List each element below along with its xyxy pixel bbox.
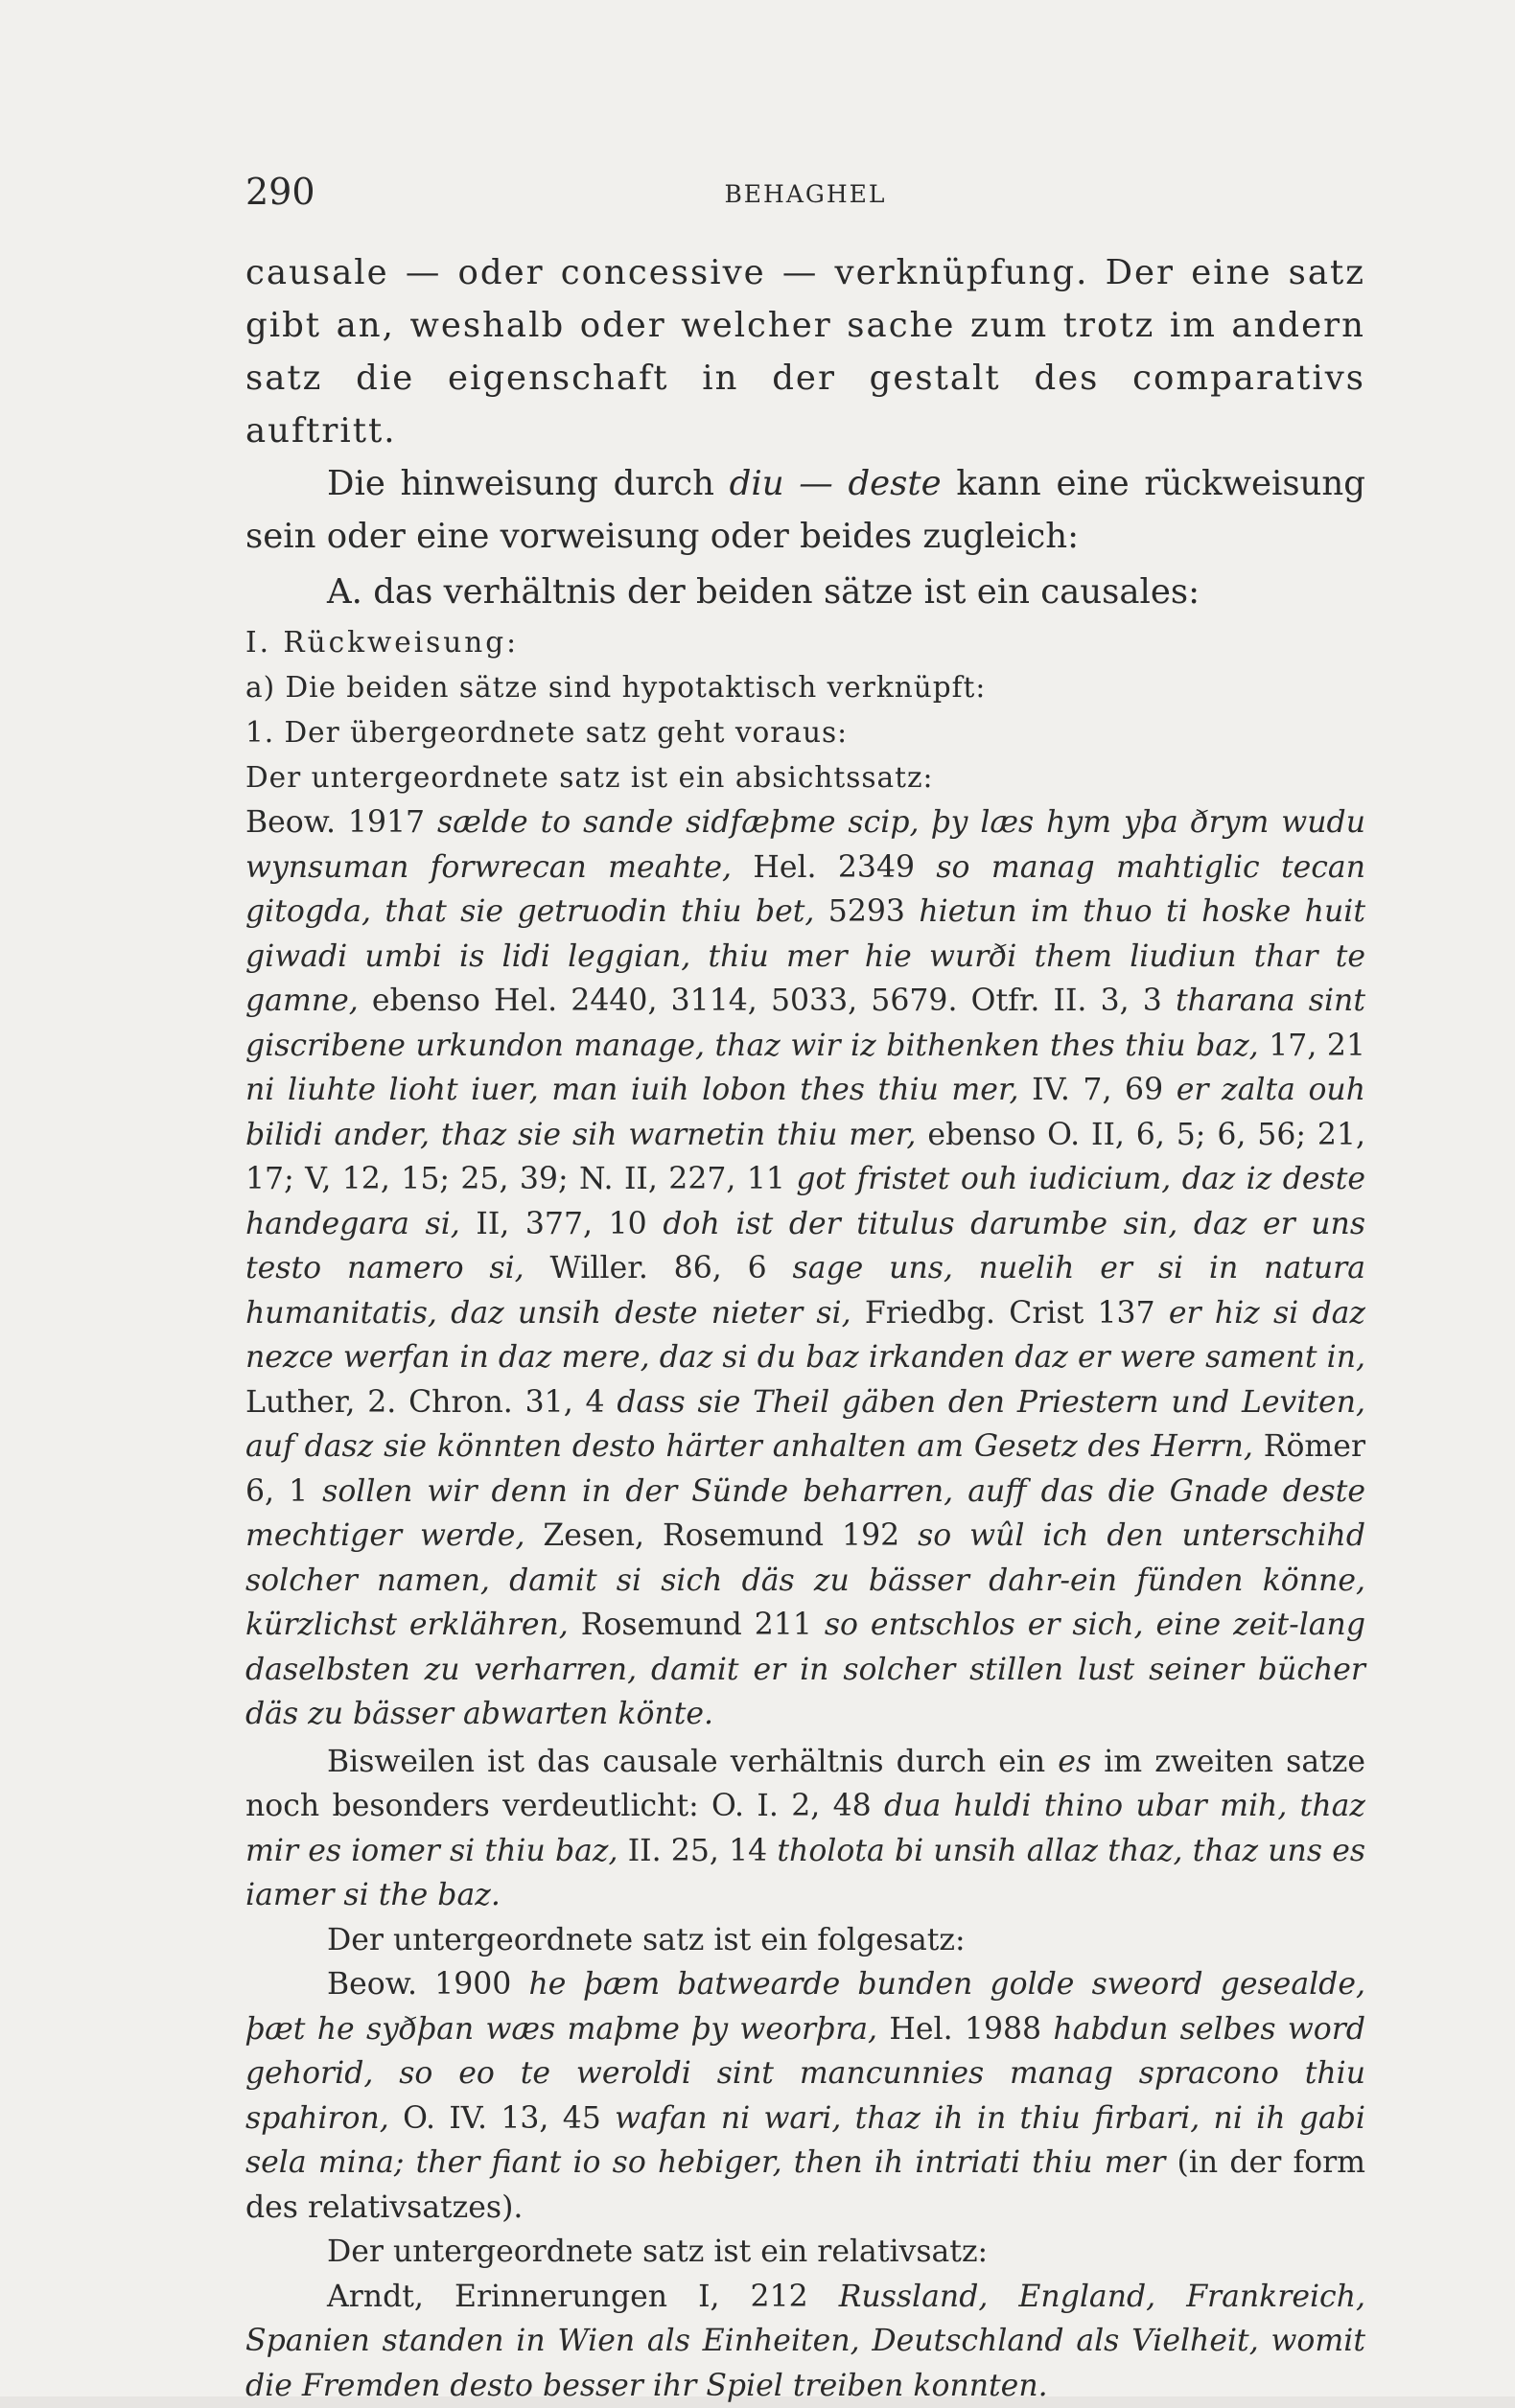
- text-run: Beow. 1900: [327, 1967, 529, 2002]
- text-run: 5293: [814, 894, 919, 929]
- text-run: Hel. 2349: [732, 850, 936, 885]
- text-run: im zweiten satze noch besonders verdeutlicht: O. I. 2, 48: [245, 1745, 1365, 1824]
- text-run-italic: tholota bi unsih allaz thaz, thaz uns es iamer si the baz.: [245, 1834, 1365, 1913]
- heading-I: I. Rückweisung:: [245, 620, 1365, 665]
- page-body: [245, 246, 1365, 2408]
- text-run-italic: so manag mahtiglic tecan gitogda, that sie getruodin thiu bet,: [245, 850, 1365, 930]
- running-head: BEHAGHEL: [245, 180, 1365, 208]
- text-run: Die hinweisung durch: [327, 464, 730, 503]
- text-run-italic: so wûl ich den unterschihd solcher namen, damit si sich däs zu bässer dahr-ein fünden könne, kürzlichst erklähren,: [245, 1518, 1365, 1642]
- text-run-italic: Russland, England, Frankreich, Spanien standen in Wien als Einheiten, Deutschland als Vielheit, womit die Fremden desto besser ihr Spiel treiben konnten.: [245, 2280, 1365, 2403]
- text-run-italic: he þæm batwearde bunden golde sweord gesealde, þæt he syðþan wæs maþme þy weorþra,: [245, 1967, 1365, 2047]
- text-run: Beow. 1917: [245, 805, 437, 840]
- text-run: Römer 6, 1: [245, 1429, 1365, 1509]
- heading-folgesatz: Der untergeordnete satz ist ein folgesatz:: [245, 1918, 1365, 1963]
- text-run-italic: dass sie Theil gäben den Priestern und Leviten, auf dasz sie könnten desto härter anhalten am Gesetz des Herrn,: [245, 1385, 1365, 1465]
- text-run-italic: habdun selbes word gehorid, so eo te weroldi sint mancunnies manag spracono thiu spahiron,: [245, 2012, 1365, 2136]
- text-run: ebenso Hel. 2440, 3114, 5033, 5679. Otfr. II. 3, 3: [359, 984, 1176, 1018]
- text-run: II. 25, 14: [618, 1834, 778, 1868]
- text-run: ebenso O. II, 6, 5; 6, 56; 21, 17; V, 12, 15; 25, 39; N. II, 227, 11: [245, 1118, 1365, 1197]
- page-number: 290: [245, 171, 315, 213]
- text-run: kann eine rückweisung sein oder eine vorweisung oder beides zugleich:: [245, 464, 1365, 556]
- paragraph-causale: causale — oder concessive — verknüpfung. Der eine satz gibt an, weshalb oder welcher sache zum trotz im andern satz die eigenschaft in der gestalt des comparativs auftritt.: [245, 246, 1365, 457]
- text-run-italic: diu — deste: [730, 464, 942, 503]
- citations-absichtssatz: [245, 800, 1365, 1737]
- text-run: IV. 7, 69: [1019, 1073, 1177, 1107]
- heading-relativsatz: Der untergeordnete satz ist ein relativsatz:: [245, 2230, 1365, 2275]
- text-run: (in der form des relativsatzes).: [245, 2145, 1365, 2225]
- citations-relativsatz: [245, 2275, 1365, 2408]
- text-run-italic: sage uns, nuelih er si in natura humanitatis, daz unsih deste nieter si,: [245, 1251, 1365, 1331]
- text-run-italic: er hiz si daz nezce werfan in daz mere, daz si du baz irkanden daz er were sament in,: [245, 1296, 1365, 1376]
- heading-a: a) Die beiden sätze sind hypotaktisch verknüpft:: [245, 665, 1365, 710]
- text-run: Bisweilen ist das causale verhältnis durch ein: [327, 1745, 1058, 1779]
- text-run-italic: got fristet ouh iudicium, daz iz deste handegara si,: [245, 1162, 1365, 1241]
- heading-1: 1. Der übergeordnete satz geht voraus:: [245, 710, 1365, 755]
- paragraph-hinweisung: [245, 457, 1365, 563]
- text-run: Rosemund 211: [569, 1608, 825, 1642]
- text-run-italic: so entschlos er sich, eine zeit-lang daselbsten zu verharren, damit er in solcher stillen lust seiner bücher däs zu bässer abwarten könte.: [245, 1608, 1365, 1731]
- heading-A: A. das verhältnis der beiden sätze ist ein causales:: [245, 566, 1365, 618]
- text-run: Luther, 2. Chron. 31, 4: [245, 1385, 617, 1420]
- text-run-italic: dua huldi thino ubar mih, thaz mir es iomer si thiu baz,: [245, 1789, 1365, 1868]
- text-run: O. IV. 13, 45: [389, 2101, 615, 2136]
- text-run: Arndt, Erinnerungen I, 212: [327, 2280, 839, 2314]
- text-run: Zesen, Rosemund 192: [524, 1518, 918, 1553]
- text-run: 17, 21: [1259, 1029, 1365, 1063]
- text-run-italic: sælde to sande sidfæþme scip, þy læs hym yþa ðrym wudu wynsuman forwrecan meahte,: [245, 805, 1365, 885]
- text-run-italic: er zalta ouh bilidi ander, thaz sie sih warnetin thiu mer,: [245, 1073, 1365, 1152]
- heading-absichtssatz: Der untergeordnete satz ist ein absichtssatz:: [245, 755, 1365, 800]
- text-run-italic: wafan ni wari, thaz ih in thiu firbari, ni ih gabi sela mina; ther fiant io so hebiger, then ih intriati thiu mer: [245, 2101, 1365, 2181]
- text-run: Hel. 1988: [877, 2012, 1053, 2047]
- text-run: Friedbg. Crist 137: [851, 1296, 1169, 1331]
- page-header: [245, 171, 1365, 219]
- citations-folgesatz: [245, 1962, 1365, 2230]
- text-run-italic: tharana sint giscribene urkundon manage, thaz wir iz bithenken thes thiu baz,: [245, 984, 1365, 1063]
- text-run: Willer. 86, 6: [524, 1251, 793, 1285]
- text-run: II, 377, 10: [460, 1207, 664, 1241]
- text-run-italic: sollen wir denn in der Sünde beharren, auff das die Gnade deste mechtiger werde,: [245, 1474, 1365, 1554]
- text-run-italic: doh ist der titulus darumbe sin, daz er uns testo namero si,: [245, 1207, 1365, 1286]
- paragraph-bisweilen: [245, 1740, 1365, 1918]
- text-run-italic: hietun im thuo ti hoske huit giwadi umbi is lidi leggian, thiu mer hie wurði them liudiun thar te gamne,: [245, 894, 1365, 1018]
- text-run-italic: ni liuhte lioht iuer, man iuih lobon thes thiu mer,: [245, 1073, 1019, 1107]
- text-run-italic: es: [1058, 1745, 1091, 1779]
